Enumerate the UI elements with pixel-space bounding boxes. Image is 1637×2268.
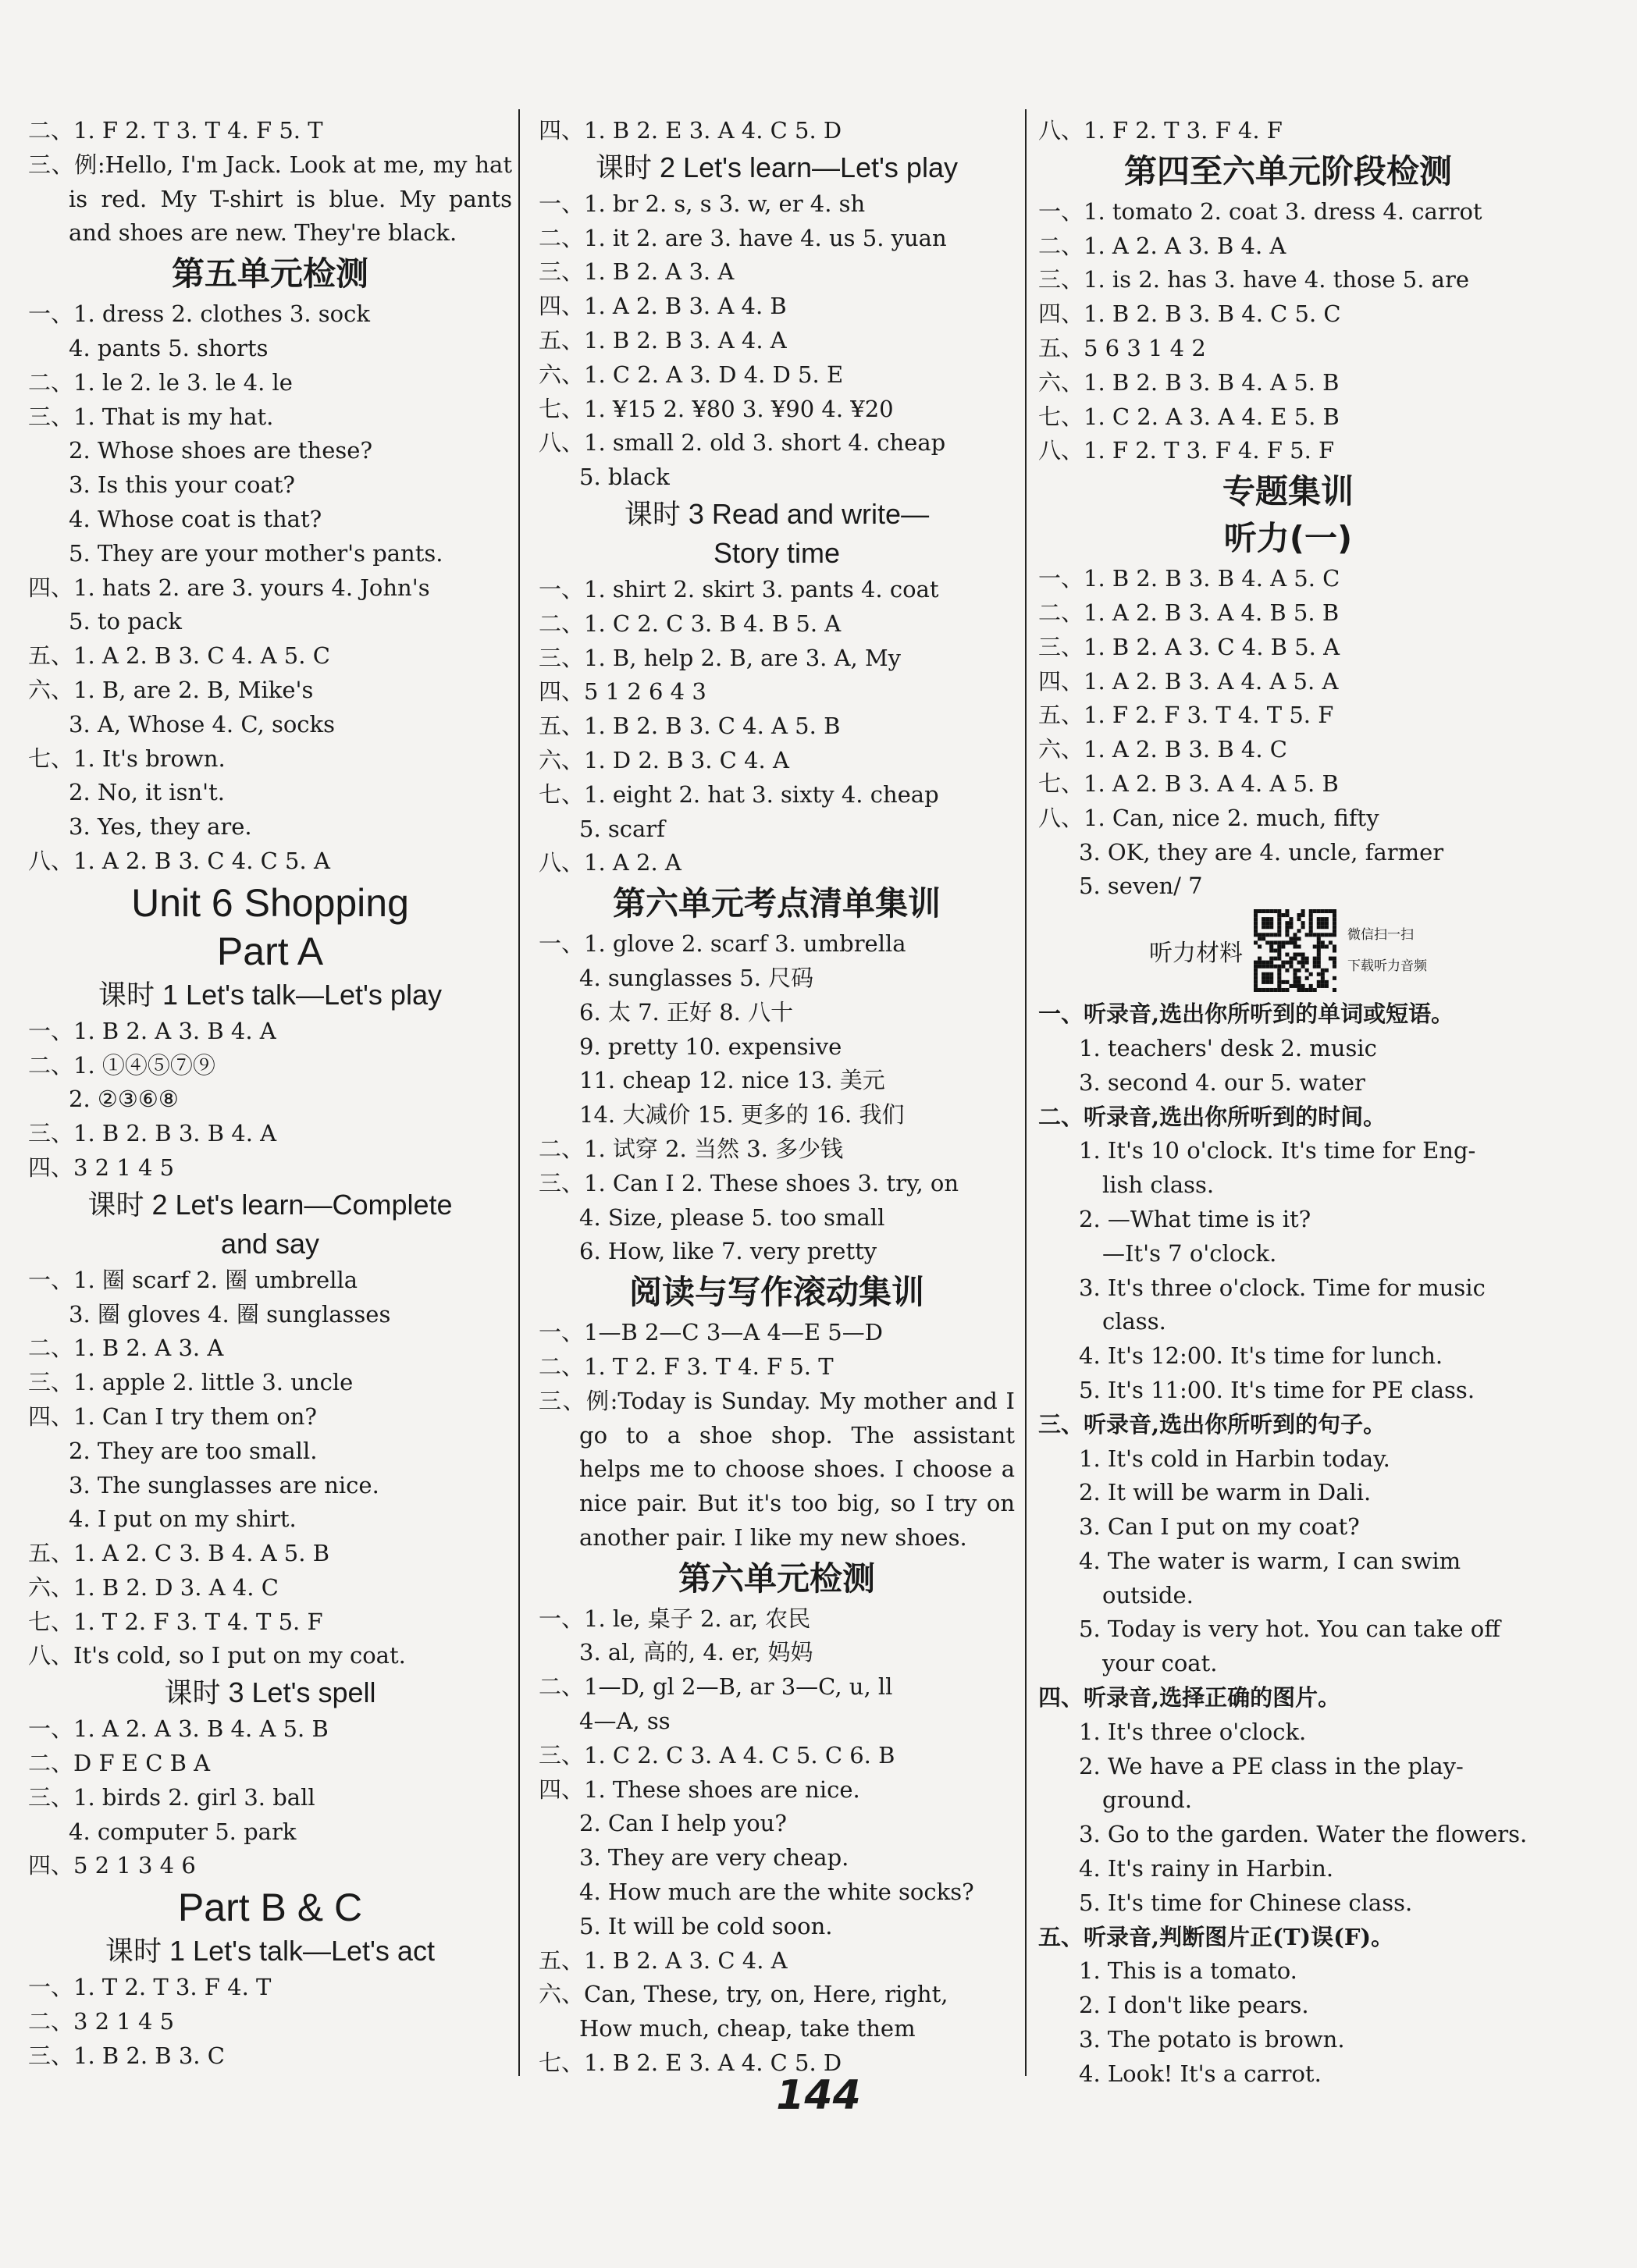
answer-line: 2. We have a PE class in the play- <box>1079 1752 1464 1779</box>
answer-line: 五、1. B 2. B 3. C 4. A 5. B <box>539 713 841 740</box>
answer-line: 八、1. F 2. T 3. F 4. F <box>1038 117 1283 144</box>
answer-line: 1. It's 10 o'clock. It's time for Eng- <box>1079 1137 1476 1164</box>
answer-line: 三、1. B 2. A 3. C 4. B 5. A <box>1038 633 1340 660</box>
answer-line: 五、1. A 2. B 3. C 4. A 5. C <box>28 642 330 670</box>
section-heading: 课时 3 Let's spell <box>164 1676 376 1709</box>
answer-line: 1. This is a tomato. <box>1079 1957 1297 1985</box>
answer-line: 一、1. tomato 2. coat 3. dress 4. carrot <box>1038 197 1482 225</box>
answer-line: 三、1. birds 2. girl 3. ball <box>28 1783 315 1811</box>
answer-line: 三、1. Can I 2. These shoes 3. try, on <box>539 1169 959 1196</box>
answer-line: 一、1. B 2. B 3. B 4. A 5. C <box>1038 565 1340 592</box>
answer-line: 一、听录音,选出你所听到的单词或短语。 <box>1038 1001 1454 1028</box>
section-heading: 课时 1 Let's talk—Let's act <box>105 1935 435 1968</box>
section-heading: 第六单元检测 <box>678 1559 875 1598</box>
answer-line: 4. It's rainy in Harbin. <box>1079 1855 1334 1882</box>
answer-line: 二、D F E C B A <box>28 1750 211 1777</box>
answer-line: 二、1. A 2. A 3. B 4. A <box>1038 232 1286 259</box>
answer-line: 三、1. B 2. B 3. C <box>28 2042 225 2069</box>
answer-line: 5. They are your mother's pants. <box>69 539 443 567</box>
answer-line: 二、1. B 2. A 3. A <box>28 1335 224 1362</box>
answer-line: 五、听录音,判断图片正(T)误(F)。 <box>1038 1923 1394 1950</box>
answer-line: 3. They are very cheap. <box>579 1844 849 1872</box>
answer-line: 5. black <box>579 464 670 491</box>
answer-line: 六、1. C 2. A 3. D 4. D 5. E <box>539 361 844 388</box>
answer-line: 二、1. A 2. B 3. A 4. B 5. B <box>1038 599 1340 626</box>
answer-line: 四、1. hats 2. are 3. yours 4. John's <box>28 574 430 601</box>
answer-line: 一、1. B 2. A 3. B 4. A <box>28 1017 276 1044</box>
answer-line: 三、例:Today is Sunday. My mother and I go to a shoe shop. The assistant helps me to choose shoes. I choose a nice pair. But it's too big, so I try on another pair. I like my new shoes. <box>539 1387 1015 1551</box>
answer-line: 4. Whose coat is that? <box>69 505 322 532</box>
answer-line: 4. The water is warm, I can swim <box>1079 1547 1461 1574</box>
answer-column-1 <box>28 114 512 2073</box>
answer-line: 3. al, 高的, 4. er, 妈妈 <box>579 1639 813 1666</box>
answer-line: 1. It's cold in Harbin today. <box>1079 1445 1390 1472</box>
answer-line: 二、1. 试穿 2. 当然 3. 多少钱 <box>539 1135 844 1162</box>
answer-line: 六、1. D 2. B 3. C 4. A <box>539 746 789 773</box>
answer-column-2 <box>539 114 1015 2077</box>
answer-line: 2. I don't like pears. <box>1079 1992 1309 2019</box>
answer-line: How much, cheap, take them <box>579 2015 916 2042</box>
answer-line: 二、1. ①④⑤⑦⑨ <box>28 1051 215 1079</box>
answer-line: 八、It's cold, so I put on my coat. <box>28 1642 406 1669</box>
answer-line: 一、1. dress 2. clothes 3. sock <box>28 300 370 328</box>
answer-line: outside. <box>1102 1581 1194 1609</box>
answer-line: 3. A, Whose 4. C, socks <box>69 710 335 738</box>
answer-line: 3. 圈 gloves 4. 圈 sunglasses <box>69 1300 391 1328</box>
answer-line: 4. How much are the white socks? <box>579 1879 974 1906</box>
answer-line: 二、1. it 2. are 3. have 4. us 5. yuan <box>539 224 947 251</box>
section-heading: 听力(一) <box>1223 519 1353 558</box>
answer-line: 一、1. 圈 scarf 2. 圈 umbrella <box>28 1266 358 1293</box>
answer-line: 五、1. B 2. A 3. C 4. A <box>539 1946 788 1974</box>
answer-line: 4. Size, please 5. too small <box>579 1203 885 1231</box>
answer-line: 2. They are too small. <box>69 1437 318 1464</box>
answer-line: 3. Is this your coat? <box>69 471 295 499</box>
answer-line: 1. teachers' desk 2. music <box>1079 1034 1377 1061</box>
answer-line: 四、5 1 2 6 4 3 <box>539 678 706 706</box>
answer-line: 八、1. Can, nice 2. much, fifty <box>1038 804 1379 831</box>
section-heading: Part B & C <box>177 1886 363 1930</box>
answer-line: 四、5 2 1 3 4 6 <box>28 1852 196 1879</box>
answer-line: class. <box>1102 1308 1166 1335</box>
answer-line: 一、1—B 2—C 3—A 4—E 5—D <box>539 1319 883 1346</box>
answer-line: 七、1. It's brown. <box>28 745 226 772</box>
answer-line: 5. seven/ 7 <box>1079 873 1203 900</box>
answer-line: 七、1. T 2. F 3. T 4. T 5. F <box>28 1608 323 1635</box>
section-heading: 专题集训 <box>1222 472 1354 511</box>
answer-line: 4. It's 12:00. It's time for lunch. <box>1079 1342 1443 1370</box>
answer-line: 4. Look! It's a carrot. <box>1079 2060 1322 2087</box>
answer-line: 三、例:Hello, I'm Jack. Look at me, my hat is red. My T-shirt is blue. My pants and shoes are new. They're black. <box>28 151 512 247</box>
answer-line: 六、1. A 2. B 3. B 4. C <box>1038 736 1287 763</box>
answer-line: 三、1. C 2. C 3. A 4. C 5. C 6. B <box>539 1741 895 1769</box>
answer-line: 八、1. small 2. old 3. short 4. cheap <box>539 429 946 457</box>
answer-line: 六、Can, These, try, on, Here, right, <box>539 1981 948 2008</box>
answer-line: 3. second 4. our 5. water <box>1079 1068 1365 1096</box>
audio-download-block <box>1038 904 1538 997</box>
section-heading: 第五单元检测 <box>171 254 368 293</box>
answer-line: 二、3 2 1 4 5 <box>28 2008 175 2035</box>
answer-line: 六、1. B 2. B 3. B 4. A 5. B <box>1038 368 1340 396</box>
answer-line: 5. to pack <box>69 608 182 635</box>
answer-column-3 <box>1038 114 1538 2087</box>
section-heading: 课时 2 Let's learn—Complete <box>87 1188 453 1221</box>
answer-line: 一、1. shirt 2. skirt 3. pants 4. coat <box>539 575 939 603</box>
answer-line: 二、1. T 2. F 3. T 4. F 5. T <box>539 1353 834 1380</box>
answer-line: 四、1. A 2. B 3. A 4. B <box>539 293 787 320</box>
answer-line: 3. Yes, they are. <box>69 813 252 841</box>
answer-line: 三、听录音,选出你所听到的句子。 <box>1038 1410 1386 1438</box>
answer-line: 5. It's 11:00. It's time for PE class. <box>1079 1376 1475 1403</box>
answer-line: 6. How, like 7. very pretty <box>579 1238 877 1265</box>
answer-line: 五、5 6 3 1 4 2 <box>1038 334 1206 361</box>
answer-line: 七、1. C 2. A 3. A 4. E 5. B <box>1038 403 1340 430</box>
answer-line: 七、1. B 2. E 3. A 4. C 5. D <box>539 2049 842 2077</box>
answer-line: 2. It will be warm in Dali. <box>1079 1479 1372 1506</box>
column-divider <box>1025 109 1027 2076</box>
answer-line: 四、1. A 2. B 3. A 4. A 5. A <box>1038 667 1339 695</box>
answer-line: 四、1. Can I try them on? <box>28 1402 317 1430</box>
answer-line: 七、1. eight 2. hat 3. sixty 4. cheap <box>539 780 939 808</box>
answer-line: 5. scarf <box>579 815 665 842</box>
answer-line: 5. Today is very hot. You can take off <box>1079 1616 1500 1643</box>
answer-line: 3. Can I put on my coat? <box>1079 1513 1360 1541</box>
answer-line: 4. pants 5. shorts <box>69 334 269 361</box>
answer-line: 2. Whose shoes are these? <box>69 437 372 464</box>
answer-line: 2. Can I help you? <box>579 1810 787 1837</box>
answer-line: 四、听录音,选择正确的图片。 <box>1038 1684 1341 1712</box>
answer-line: 三、1. That is my hat. <box>28 403 274 430</box>
section-heading: Part A <box>216 929 324 973</box>
column-divider <box>518 109 520 2076</box>
section-heading: and say <box>220 1227 320 1260</box>
answer-line: 3. OK, they are 4. uncle, farmer <box>1079 838 1444 866</box>
answer-line: 二、1. C 2. C 3. B 4. B 5. A <box>539 610 842 637</box>
section-heading: 阅读与写作滚动集训 <box>628 1273 924 1312</box>
answer-line: 八、1. F 2. T 3. F 4. F 5. F <box>1038 437 1335 464</box>
answer-line: 三、1. B 2. A 3. A <box>539 258 735 286</box>
answer-line: 4. computer 5. park <box>69 1818 297 1845</box>
answer-line: 5. It will be cold soon. <box>579 1912 833 1939</box>
answer-line: 4. I put on my shirt. <box>69 1505 297 1533</box>
answer-line: 二、1. F 2. T 3. T 4. F 5. T <box>28 117 323 144</box>
answer-line: 二、听录音,选出你所听到的时间。 <box>1038 1103 1386 1130</box>
section-heading: 课时 3 Read and write— <box>624 497 930 530</box>
qr-scan-text: 微信扫一扫 <box>1347 927 1414 944</box>
answer-line: 一、1. le, 桌子 2. ar, 农民 <box>539 1605 811 1632</box>
answer-line: 9. pretty 10. expensive <box>579 1033 842 1060</box>
section-heading: 第六单元考点清单集训 <box>612 884 941 923</box>
answer-line: 3. It's three o'clock. Time for music <box>1079 1274 1486 1301</box>
section-heading: 课时 1 Let's talk—Let's play <box>98 978 442 1011</box>
answer-line: 一、1. br 2. s, s 3. w, er 4. sh <box>539 190 866 217</box>
answer-line: 七、1. ¥15 2. ¥80 3. ¥90 4. ¥20 <box>539 395 894 422</box>
section-heading: 第四至六单元阶段检测 <box>1123 151 1452 190</box>
section-heading: Story time <box>713 536 841 569</box>
answer-line: your coat. <box>1102 1650 1218 1677</box>
answer-line: 四、1. B 2. B 3. B 4. C 5. C <box>1038 300 1341 328</box>
answer-line: —It's 7 o'clock. <box>1102 1239 1277 1267</box>
answer-line: lish class. <box>1102 1171 1215 1199</box>
qr-download-text: 下载听力音频 <box>1347 958 1427 975</box>
section-heading: Unit 6 Shopping <box>131 880 409 925</box>
answer-line: 三、1. B, help 2. B, are 3. A, My <box>539 644 902 671</box>
answer-line: 五、1. F 2. F 3. T 4. T 5. F <box>1038 702 1334 729</box>
page-number: 144 <box>776 2072 861 2119</box>
answer-line: 1. It's three o'clock. <box>1079 1718 1307 1745</box>
answer-line: 11. cheap 12. nice 13. 美元 <box>579 1067 885 1094</box>
section-heading: 课时 2 Let's learn—Let's play <box>596 151 958 183</box>
answer-line: 五、1. B 2. B 3. A 4. A <box>539 326 787 354</box>
answer-line: ground. <box>1102 1786 1193 1814</box>
answer-line: 八、1. A 2. A <box>539 849 681 876</box>
answer-line: 五、1. A 2. C 3. B 4. A 5. B <box>28 1540 330 1567</box>
answer-line: 六、1. B 2. D 3. A 4. C <box>28 1573 279 1601</box>
answer-line: 三、1. B 2. B 3. B 4. A <box>28 1120 277 1147</box>
qr-code-icon <box>1254 909 1336 992</box>
answer-line: 14. 大减价 15. 更多的 16. 我们 <box>579 1101 905 1129</box>
answer-line: 一、1. glove 2. scarf 3. umbrella <box>539 930 906 958</box>
answer-line: 6. 太 7. 正好 8. 八十 <box>579 998 794 1026</box>
answer-line: 七、1. A 2. B 3. A 4. A 5. B <box>1038 770 1339 797</box>
answer-line: 4—A, ss <box>579 1708 671 1735</box>
answer-line: 二、1—D, gl 2—B, ar 3—C, u, ll <box>539 1673 893 1701</box>
answer-line: 4. sunglasses 5. 尺码 <box>579 964 814 991</box>
listening-material-label: 听力材料 <box>1149 940 1243 968</box>
answer-line: 2. —What time is it? <box>1079 1205 1311 1232</box>
qr-instructions <box>1347 919 1427 982</box>
answer-line: 四、1. B 2. E 3. A 4. C 5. D <box>539 117 842 144</box>
answer-line: 六、1. B, are 2. B, Mike's <box>28 676 314 703</box>
answer-line: 四、3 2 1 4 5 <box>28 1154 175 1181</box>
answer-line: 一、1. A 2. A 3. B 4. A 5. B <box>28 1715 329 1743</box>
answer-line: 2. ②③⑥⑧ <box>69 1086 179 1113</box>
answer-line: 二、1. le 2. le 3. le 4. le <box>28 368 293 396</box>
answer-line: 2. No, it isn't. <box>69 779 225 806</box>
answer-line: 八、1. A 2. B 3. C 4. C 5. A <box>28 847 330 874</box>
answer-line: 三、1. apple 2. little 3. uncle <box>28 1369 354 1396</box>
answer-line: 5. It's time for Chinese class. <box>1079 1889 1413 1916</box>
answer-line: 3. The sunglasses are nice. <box>69 1471 379 1498</box>
answer-line: 一、1. T 2. T 3. F 4. T <box>28 1974 272 2001</box>
answer-line: 3. The potato is brown. <box>1079 2026 1345 2053</box>
answer-line: 三、1. is 2. has 3. have 4. those 5. are <box>1038 266 1469 293</box>
answer-line: 四、1. These shoes are nice. <box>539 1776 860 1803</box>
answer-line: 3. Go to the garden. Water the flowers. <box>1079 1821 1528 1848</box>
